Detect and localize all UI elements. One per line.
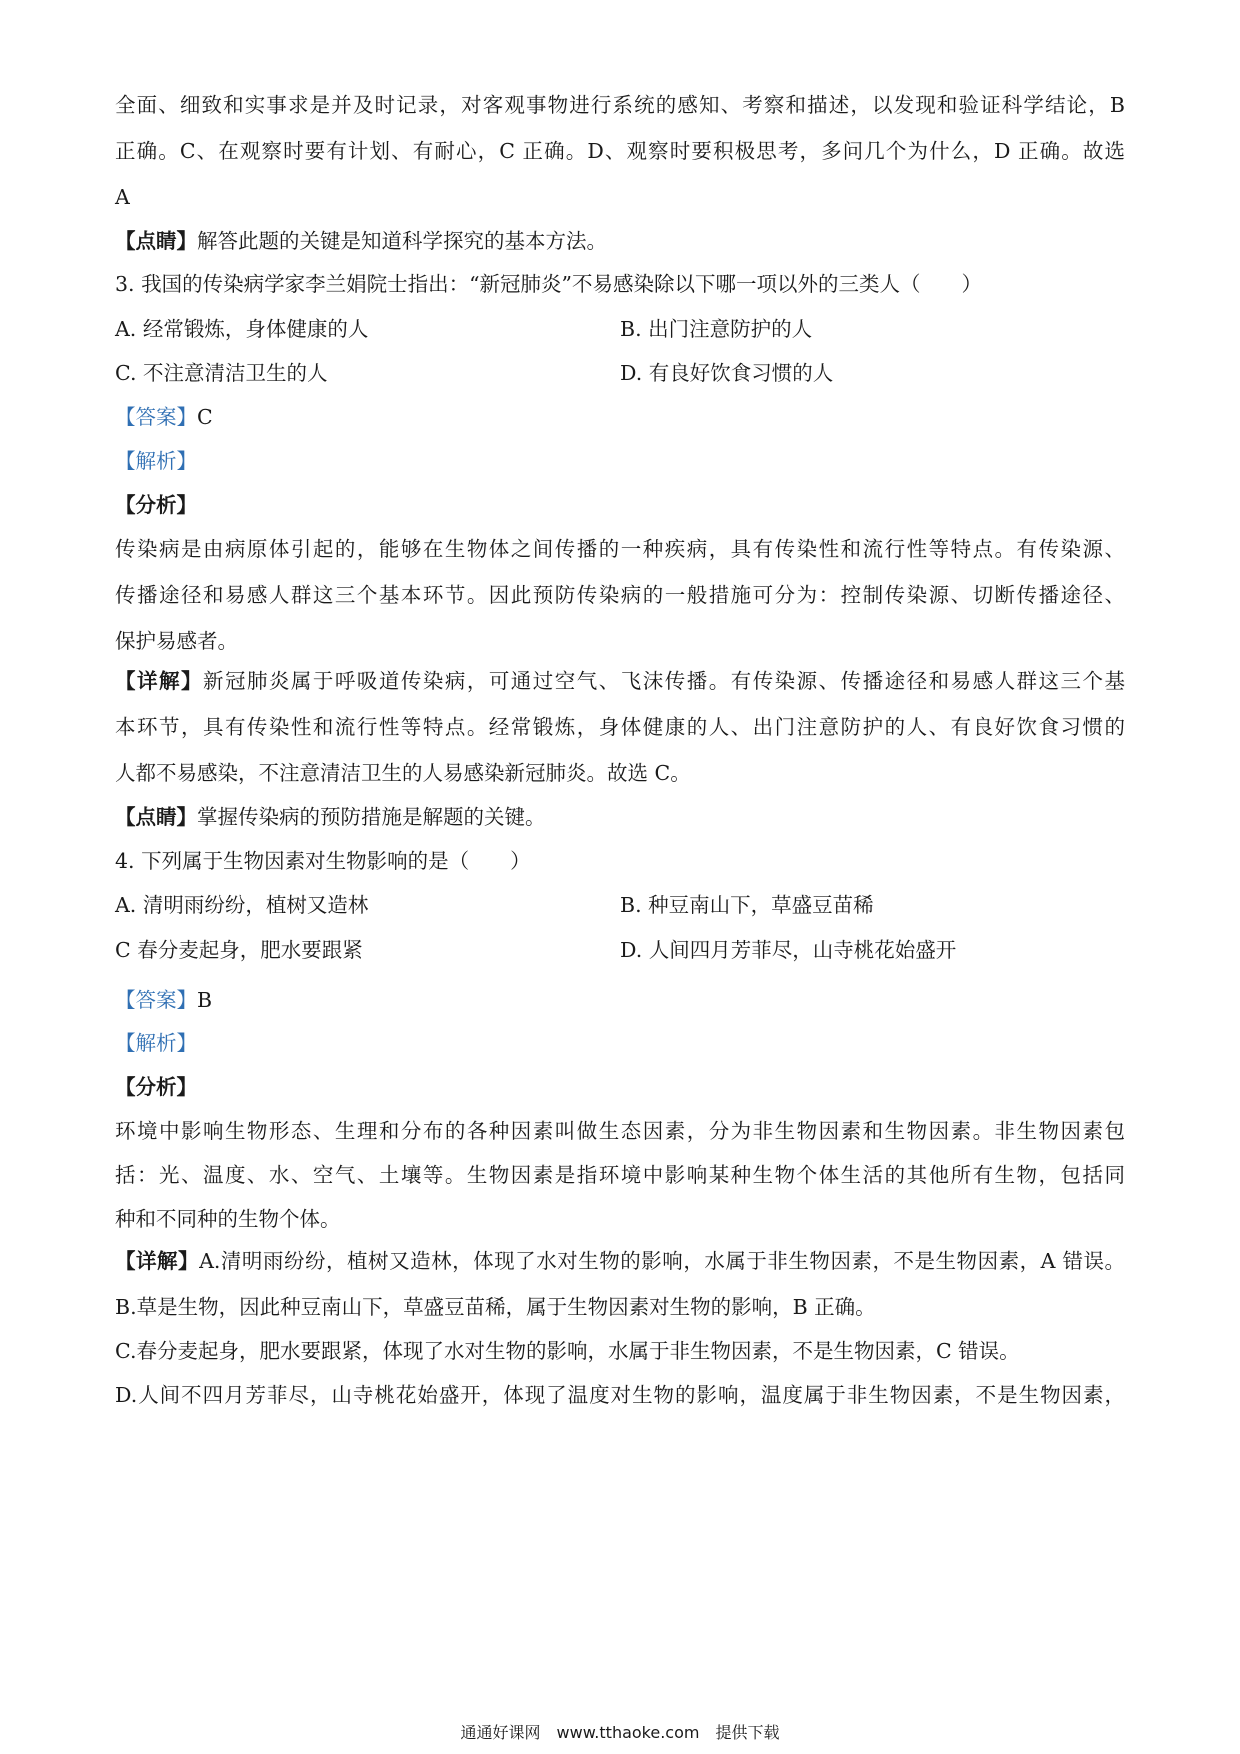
point-tag: 【点睛】 — [115, 805, 197, 829]
point-tag: 【点睛】 — [115, 229, 197, 253]
page-footer: 通通好课网 www.tthaoke.com 提供下载 — [460, 1723, 780, 1742]
xiangjie-tag: 【详解】 — [115, 1249, 200, 1273]
xiangjie-text: 新冠肺炎属于呼吸道传染病，可通过空气、飞沫传播。有传染源、传播途径和易感人群这三个基 — [202, 669, 1126, 693]
q3-option-d: D. 有良好饮食习惯的人 — [620, 361, 834, 385]
q4-option-a: A. 清明雨纷纷，植树又造林 — [115, 893, 369, 917]
q4-option-c: C 春分麦起身，肥水要跟紧 — [115, 938, 363, 962]
q4-fenxi-line: 环境中影响生物形态、生理和分布的各种因素叫做生态因素，分为非生物因素和生物因素。非生物因素包 — [115, 1119, 1125, 1143]
q4-xiangjie-line — [115, 1246, 1125, 1276]
q4-jiexi-tag: 【解析】 — [115, 1031, 197, 1055]
q3-xiangjie-line: 人都不易感染，不注意清洁卫生的人易感染新冠肺炎。故选 C。 — [115, 761, 691, 785]
point-text: 解答此题的关键是知道科学探究的基本方法。 — [197, 229, 607, 253]
q4-xiangjie-line: D.人间不四月芳菲尽，山寺桃花始盛开，体现了温度对生物的影响，温度属于非生物因素，不是生物因素， — [115, 1383, 1125, 1407]
paragraph-line: A — [115, 185, 130, 209]
q4-xiangjie-line: B.草是生物，因此种豆南山下，草盛豆苗稀，属于生物因素对生物的影响，B 正确。 — [115, 1295, 876, 1319]
q4-fenxi-line: 种和不同种的生物个体。 — [115, 1207, 341, 1231]
q4-fenxi-line: 括：光、温度、水、空气、土壤等。生物因素是指环境中影响某种生物个体生活的其他所有生物，包括同 — [115, 1163, 1125, 1187]
q3-fenxi-tag: 【分析】 — [115, 493, 197, 517]
q3-fenxi-line: 传播途径和易感人群这三个基本环节。因此预防传染病的一般措施可分为：控制传染源、切断传播途径、 — [115, 583, 1125, 607]
answer-tag: 【答案】 — [115, 405, 197, 429]
q3-point — [115, 802, 1125, 832]
point-text: 掌握传染病的预防措施是解题的关键。 — [197, 805, 546, 829]
q3-fenxi-line: 传染病是由病原体引起的，能够在生物体之间传播的一种疾病，具有传染性和流行性等特点。有传染源、 — [115, 537, 1125, 561]
q3-answer — [115, 402, 1125, 432]
q4-stem: 4. 下列属于生物因素对生物影响的是（ ） — [115, 849, 531, 873]
answer-value: B — [197, 988, 213, 1012]
q2-point — [115, 226, 1125, 256]
q3-fenxi-line: 保护易感者。 — [115, 629, 238, 653]
q3-stem: 3. 我国的传染病学家李兰娟院士指出：“新冠肺炎”不易感染除以下哪一项以外的三类人（ ） — [115, 272, 983, 296]
paragraph-line: 全面、细致和实事求是并及时记录，对客观事物进行系统的感知、考察和描述，以发现和验证科学结论，B — [115, 93, 1125, 117]
q4-fenxi-tag: 【分析】 — [115, 1075, 197, 1099]
q4-xiangjie-line: C.春分麦起身，肥水要跟紧，体现了水对生物的影响，水属于非生物因素，不是生物因素，C 错误。 — [115, 1339, 1020, 1363]
paragraph-line: 正确。C、在观察时要有计划、有耐心，C 正确。D、观察时要积极思考，多问几个为什么，D 正确。故选 — [115, 139, 1125, 163]
q3-jiexi-tag: 【解析】 — [115, 449, 197, 473]
q4-option-d: D. 人间四月芳菲尽，山寺桃花始盛开 — [620, 938, 957, 962]
answer-value: C — [197, 405, 213, 429]
q3-xiangjie-line — [115, 666, 1125, 696]
xiangjie-text: A.清明雨纷纷，植树又造林，体现了水对生物的影响，水属于非生物因素，不是生物因素，A 错误。 — [199, 1249, 1126, 1273]
q4-answer — [115, 985, 1125, 1015]
q4-option-b: B. 种豆南山下，草盛豆苗稀 — [620, 893, 874, 917]
q3-option-a: A. 经常锻炼，身体健康的人 — [115, 317, 369, 341]
q3-option-b: B. 出门注意防护的人 — [620, 317, 813, 341]
q3-xiangjie-line: 本环节，具有传染性和流行性等特点。经常锻炼，身体健康的人、出门注意防护的人、有良好饮食习惯的 — [115, 715, 1125, 739]
answer-tag: 【答案】 — [115, 988, 197, 1012]
q3-option-c: C. 不注意清洁卫生的人 — [115, 361, 328, 385]
xiangjie-tag: 【详解】 — [115, 669, 203, 693]
